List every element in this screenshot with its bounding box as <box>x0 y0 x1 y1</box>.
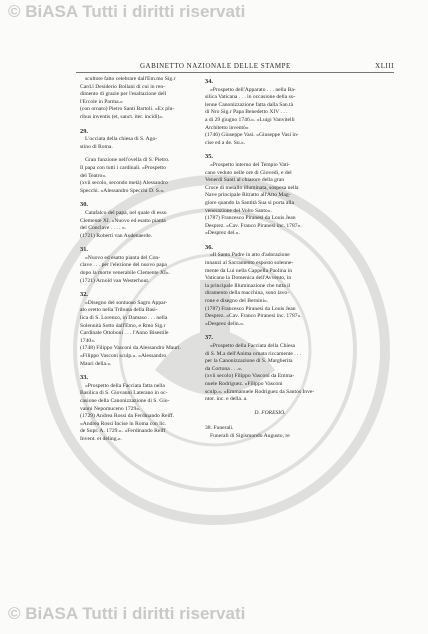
entry-line: diramento della macchina, sono lavo- <box>205 290 290 297</box>
entry-line: a di 29 giugno 1746.». «Luigi Vanvitelli <box>205 116 295 123</box>
entry-line: Solennità Sotto dall'Emo, e Rmo Sig.r <box>80 322 166 329</box>
entry-line: Vaticano la Domenica dell'Avvento, in <box>205 275 292 282</box>
entry-line: dopo la morte venerabile Clemente XI». <box>80 270 171 277</box>
entry-line: ribus inventis (et, sanct. iter. incidi)». <box>80 113 164 120</box>
entry-line: scultore fatto celebrare dall'Em.mo Sig.r <box>85 76 176 82</box>
entry-line: 1740». <box>80 337 96 344</box>
entry-number: 36. <box>205 243 213 251</box>
entry-line: «Disegno del sontuoso Sagro Appar- <box>85 299 168 306</box>
entry-line: rone e disegno del Bernini». <box>205 298 269 305</box>
signature: D. FORESIO. <box>254 409 286 416</box>
entry-line: da Cortona . . .». <box>205 365 243 372</box>
section-text: Funerali di Sigismondo Augusto, re <box>210 432 290 439</box>
entry-line: l'Ercole in Parma.» <box>80 98 123 105</box>
entry-line: (1748) Filippo Vasconi da Alessandro Mauri. <box>80 345 181 352</box>
entry-line: Nave principale Ritratto all'Atto Mag- <box>205 192 291 199</box>
entry-line: ntor. inc. e della. a. <box>205 396 248 403</box>
entry-line: (1746) Giuseppe Vasi. «Giuseppe Vasi in- <box>205 132 299 139</box>
entry-line: Clemente XI. «Nuovo ed esatto pianta <box>80 217 166 224</box>
entry-line: (1787) Francesco Piranesi da Louis Jean <box>205 215 296 222</box>
entry-line: stino di Roma. <box>80 143 113 150</box>
entry-number: 29. <box>80 127 88 135</box>
entry-number: 33. <box>80 374 88 382</box>
entry-line: (con ornato) Pietro Santi Bartoli. «Ex plu- <box>80 106 175 113</box>
catalog-entry <box>80 201 200 240</box>
entry-number: 30. <box>80 201 88 209</box>
entry-line: per la Canonizzazione di S. Margherita <box>205 358 293 365</box>
section-38 <box>205 425 335 440</box>
entry-line: Desprez. «Cav. Franco Piranesi inc. 1787». <box>205 222 302 229</box>
entry-line: sculp.». «Emmanuele Rodriguez da Santos Inve- <box>205 388 315 395</box>
entry-number: 35. <box>205 153 213 161</box>
entry-line: lenne Canonizzazione fatta dalla San.tà <box>205 101 294 108</box>
entry-line: Catafalco del papa, nel quale di esso <box>85 209 167 216</box>
catalog-entry <box>205 244 335 329</box>
entry-line: innanzi al Sacramento esposto solenne- <box>205 260 294 267</box>
section-number: 38. <box>205 425 212 432</box>
entry-line: Croce di metallo illuminata, sospesa nella <box>205 184 299 191</box>
entry-line: Gran funzione nell'ovella di S. Pietro. <box>85 157 170 164</box>
entry-line: la principale Illuminazione che tutta il <box>205 282 291 289</box>
entry-line: casione della Canonizzazione di S. Gio- <box>80 397 170 404</box>
catalog-entry <box>205 334 335 403</box>
catalog-entry <box>80 157 200 195</box>
entry-line: del Teatro». <box>80 172 107 179</box>
entry-line: «Desprez del.». <box>205 230 240 237</box>
running-header <box>140 62 394 70</box>
entry-number: 37. <box>205 334 213 342</box>
entry-line: (1729) Andrea Rossi da Ferdinando Reiff. <box>80 413 175 420</box>
entry-line: (1721) Roberti van Audenaerde. <box>80 232 153 239</box>
catalog-entry <box>80 76 200 122</box>
entry-number: 32. <box>80 291 88 299</box>
entry-line: silica Vaticana . . . in occasione della so- <box>205 94 296 101</box>
catalog-entry <box>205 153 335 238</box>
entry-line: Il papa con tutti i cardinali. «Prospetto <box>80 164 166 171</box>
entry-line: (xvii secolo) Filippo Vasconi da Emma- <box>205 373 295 380</box>
entry-line: Specchi. «Alessandro Specchi D. S.». <box>80 187 165 194</box>
entry-line: cano veduto nelle ore di Giovedì, e del <box>205 169 292 176</box>
watermark-bottom: © BiASA Tutti i diritti riservati <box>8 604 246 623</box>
entry-line: Desprez. «Cav. Franco Piranesi inc. 1787». <box>205 313 302 320</box>
header-rule <box>76 72 394 73</box>
entry-line: dimento di grazie per l'esaltazione dell <box>80 91 167 98</box>
header-title: GABINETTO NAZIONALE DELLE STAMPE <box>140 62 291 70</box>
entry-number: 34. <box>205 78 213 85</box>
entry-line: nuele Rodriguez. «Filippo Vasconi <box>205 380 283 387</box>
entry-line: «Il Santo Padre in atto d'adorazione <box>210 252 290 259</box>
entry-line: «Prospetto dell'Apparato . . . nella Ba- <box>210 86 296 93</box>
section-title: Funerali. <box>213 425 234 432</box>
catalog-entry <box>80 374 200 443</box>
entry-line: ato eretto nella Tribuna della Basi- <box>80 307 158 314</box>
right-column <box>205 76 335 441</box>
entry-line: (1721) Arnold van Westerhout. <box>80 277 150 284</box>
entry-line: Invent. et deling.». <box>80 435 123 442</box>
entry-line: Card.l Desiderio Bollani di cui in ren- <box>80 83 165 90</box>
entry-line: di S. M.a dell'Anima ornata riccamente . . . <box>205 350 302 357</box>
entry-line: (1787) Francesco Piranesi da Louis Jean <box>205 305 296 312</box>
entry-line: giore quando la Santità Sua si porta alla <box>205 199 295 206</box>
entry-line: del Conclave . . . . ». <box>80 225 127 232</box>
entry-line: mente da Lui nella Cappella Paolina in <box>205 267 292 274</box>
entry-line: «Filippo Vasconi sculp.». «Alessandro <box>80 353 167 359</box>
entry-line: venerazione del Volto Santo». <box>205 207 272 214</box>
entry-line: Cardinale Ottoboni . . . l'Anno Bisestile <box>80 330 169 337</box>
entry-line: «Prospetto della Facciata fatta nella <box>85 382 165 389</box>
entry-line: Venerdì Santi al chiarore della gran <box>205 177 285 184</box>
entry-line: cise ed a de. Su.». <box>205 139 246 146</box>
catalog-entry <box>80 246 200 285</box>
entry-line: «Prospetto interno del Tempio Vati- <box>210 161 290 168</box>
entry-line: Basilica di S. Giovanni Laterano in oc- <box>80 390 168 397</box>
entry-line: (xvii secolo, secondo metà) Alessandro <box>80 180 168 187</box>
entry-line: L'occiata della chiesa di S. Ago- <box>85 136 158 143</box>
entry-line: «Desprez delin.». <box>205 320 245 327</box>
entry-number: 31. <box>80 246 88 254</box>
entry-line: vanni Nepomuceno 1729». <box>80 405 141 412</box>
left-column <box>80 76 200 450</box>
entry-line: de Supr. A. 1729.». «Ferdinando Reiff <box>80 428 166 435</box>
page-number: XLIII <box>375 62 394 70</box>
catalog-entry <box>205 78 335 147</box>
catalog-entry <box>80 128 200 152</box>
entry-line: «Nuovo ed esatto pianta del Con- <box>85 254 161 261</box>
entry-line: Mauri della.». <box>80 360 112 367</box>
watermark-top: © BiASA Tutti i diritti riservati <box>8 2 246 21</box>
entry-line: «Andrea Rossi Incise in Roma con lic. <box>80 420 167 427</box>
entry-line: lica di S. Lorenzo, in Damaso . . . nella <box>80 315 168 322</box>
entry-line: di Nro Sig.r Papa Benedetto XIV . . . <box>205 109 288 116</box>
entry-line: Architetto inventò» <box>205 124 249 131</box>
entry-line: «Prospetto della Facciata della Chiesa <box>210 343 296 349</box>
catalog-entry <box>80 291 200 368</box>
entry-line: clave . . . per l'elezione del nuovo papa <box>80 262 167 269</box>
